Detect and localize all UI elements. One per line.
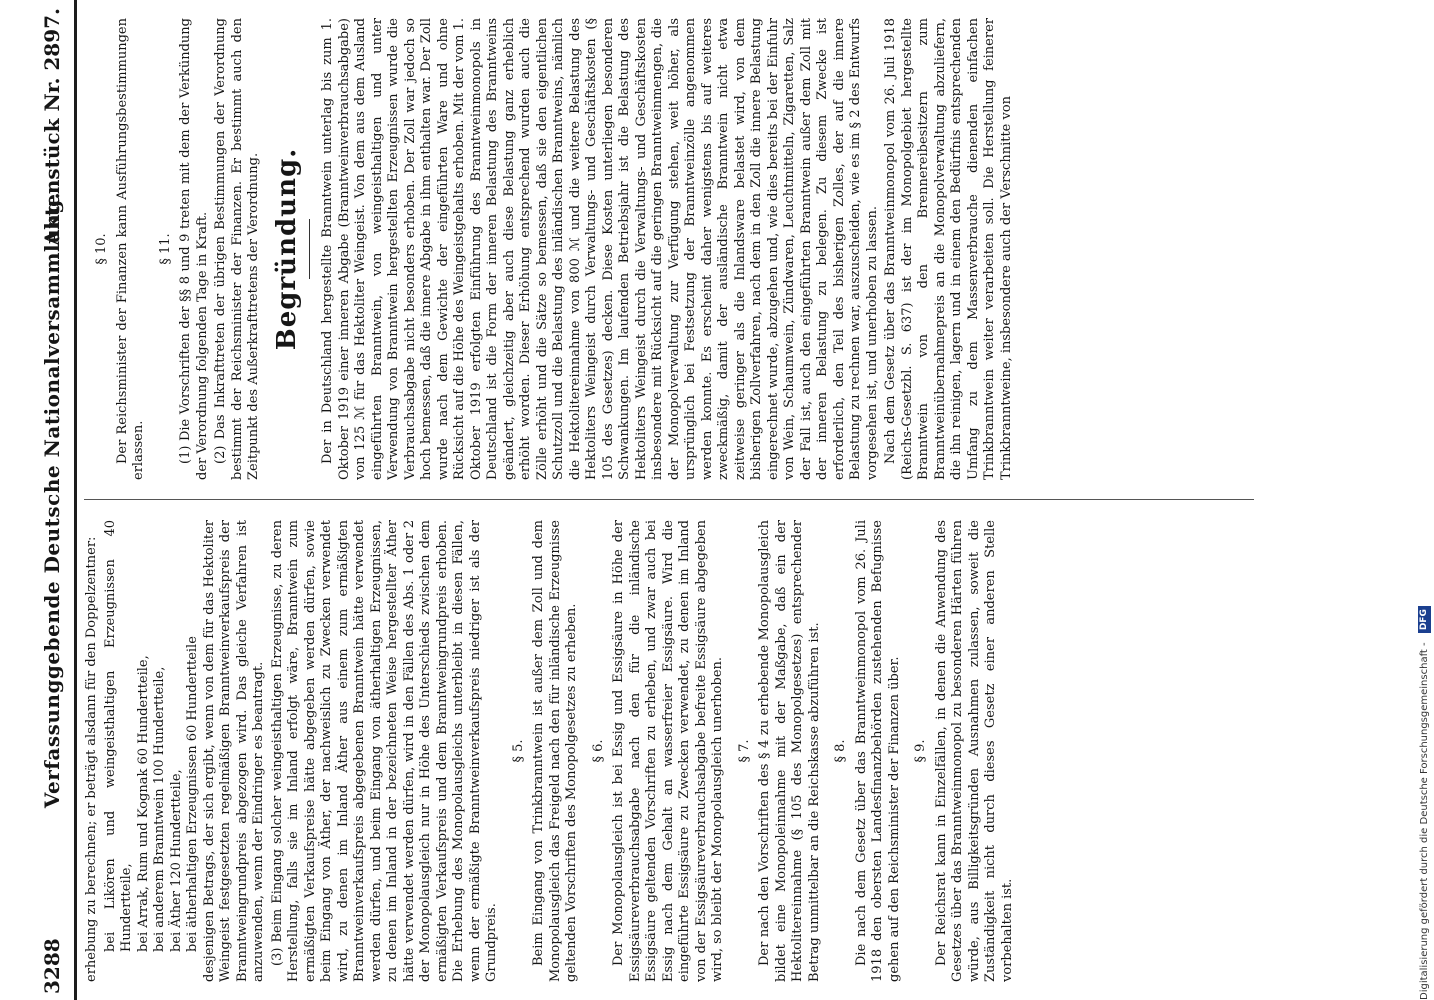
- paragraph: desjenigen Betrags, der sich ergibt, wenn von dem für das Hektoliter Weingeist festgesetzten regelmäßigen Branntweinverkaufspreis der Branntweingrundpreis abgezogen wird. Das gleiche Verfahren ist anzuwenden, wenn der Eindringer es beantragt.: [201, 520, 266, 982]
- section-heading: § 10.: [94, 233, 109, 265]
- paragraph: (3) Beim Eingang solcher weingeisthaltigen Erzeugnisse, zu deren Herstellung, falls sie im Inland erfolgt wäre, Branntwein zum ermäßigten Verkaufspreise hätte abgegeben werden dürfen, sowie beim Eingang von Äther, der nachweislich zu Zwecken verwendet wird, zu denen im Inland Äther aus einem zum ermäßigten Branntweinverkaufspreis abgegebenen Branntwein hätte verwendet werden dürfen, und beim Eingang von ätherhaltigen Erzeugnissen, zu denen im Inland in der bezeichneten Weise hergestellter Äther hätte verwendet werden dürfen, wird in den Fällen des Abs. 1 oder 2 der Monopolausgleich nur in Höhe des Unterschieds zwischen dem ermäßigten Verkaufspreis und dem Branntweingrundpreis erhoben. Die Erhebung des Monopolausgleichs unterbleibt in diesen Fällen, wenn der ermäßigte Branntweinverkaufspreis niedriger ist als der Grundpreis.: [269, 520, 499, 982]
- list-item: bei anderem Branntwein 100 Hundertteile,: [152, 666, 167, 952]
- paragraph: Der Reichsminister der Finanzen kann Ausführungsbestimmungen erlassen.: [114, 18, 146, 480]
- begruendung-heading: Begründung.: [271, 147, 302, 351]
- list-item: bei Äther 120 Hundertteile,: [168, 769, 184, 952]
- right-column: [84, 18, 1254, 480]
- paragraph: erhebung zu berechnen; er beträgt alsdann für den Doppelzentner:: [84, 536, 99, 982]
- heading-rule: [309, 219, 310, 279]
- paragraph: (2) Das Inkrafttreten der übrigen Bestimmungen der Verordnung bestimmt der Reichsminister der Finanzen. Er bestimmt auch den Zeitpunkt des Außerkrafttretens der Verordnung.: [213, 18, 261, 480]
- paragraph: Nach dem Gesetz über das Branntweinmonopol vom 26. Juli 1918 (Reichs-Gesetzbl. S. 637) ist der im Monopolgebiet hergestellte Branntwein von den Brennereibesitzern zum Branntweinübernahmepreis an die Monopolverwaltung abzuliefern, die ihn reinigen, lagern und in einem den Bedürfnis entsprechenden Umfang zu dem Massenverbrauche dienenden einfachen Trinkbranntwein weiter verarbeiten soll. Die Herstellung feinerer Trinkbranntweine, insbesondere auch der Verschnitte von: [883, 18, 1014, 480]
- section-heading: § 5.: [510, 739, 526, 763]
- section-heading: § 9.: [913, 739, 928, 763]
- paragraph: Der Reichsrat kann in Einzelfällen, in denen die Anwendung des Gesetzes über das Branntweinmonopol zu besonderen Härten führen würde, aus Billigkeitsgründen Ausnahmen zulassen, soweit die Zuständigkeit nicht durch dieses Gesetz einer anderen Stelle vorbehalten ist.: [933, 520, 1015, 982]
- dfg-logo: DFG: [1418, 606, 1431, 633]
- section-heading: § 6.: [590, 739, 606, 763]
- page-number: 3288: [40, 938, 64, 994]
- page-header: [36, 0, 76, 1000]
- digitization-credit: [1418, 0, 1434, 1000]
- left-column: [84, 520, 1254, 982]
- paragraph: (1) Die Vorschriften der §§ 8 und 9 treten mit dem der Verkündung der Verordnung folgenden Tage in Kraft.: [178, 18, 210, 480]
- paragraph: Der Monopolausgleich ist bei Essig und Essigsäure in Höhe der Essigsäureverbrauchsabgabe nach den für die inländische Essigsäure geltenden Vorschriften zu erheben, und zwar auch bei Essig nach dem Gehalt an wasserfreier Essigsäure. Wird die eingeführte Essigsäure zu Zwecken verwendet, zu denen im Inland von der Essigsäureverbrauchsabgabe befreite Essigsäure abgegeben wird, so bleibt der Monopolausgleich unerhoben.: [611, 520, 725, 982]
- section-heading: § 8.: [833, 739, 848, 763]
- list-item: bei Likören und weingeisthaltigen Erzeugnissen 40 Hundertteile,: [102, 520, 134, 952]
- column-divider: [84, 499, 1254, 500]
- list-item: bei ätherhaltigen Erzeugnissen 60 Hundertteile: [185, 636, 200, 952]
- paragraph: Der in Deutschland hergestellte Branntwein unterlag bis zum 1. Oktober 1919 einer inneren Abgabe (Branntweinverbrauchsabgabe) von 125 ℳ für das Hektoliter Weingeist. Von dem aus dem Ausland eingeführten Branntwein, von weingeisthaltigen und unter Verwendung von Branntwein hergestellten Erzeugnissen wurde die Verbrauchsabgabe nicht besonders erhoben. Der Zoll war jedoch so hoch bemessen, daß die innere Abgabe in ihm enthalten war. Der Zoll wurde nach dem Gewichte der eingeführten Ware und ohne Rücksicht auf die Höhe des Weingeistgehalts erhoben. Mit der vom 1. Oktober 1919 erfolgten Einführung des Branntweinmonopols in Deutschland ist die Form der inneren Belastung des Branntweins geändert, gleichzeitig aber auch diese Belastung ganz erheblich erhöht worden. Dieser Erhöhung entsprechend wurden auch die Zölle erhöht und die Sätze so bemessen, daß sie den eigentlichen Schutzzoll und die Belastung des inländischen Branntweins, nämlich die Hektolitereinnahme von 800 ℳ und die weitere Belastung des Hektoliters Weingeist durch Verwaltungs- und Geschäftskosten (§ 105 des Gesetzes) decken. Diese Kosten unterliegen besonderen Schwankungen. Im laufenden Betriebsjahr ist die Belastung des Hektoliters Weingeist durch die Verwaltungs- und Geschäftskosten insbesondere mit Rücksicht auf die geringen Branntweinmengen, die der Monopolverwaltung zur Verfügung stehen, weit höher, als ursprünglich bei Festsetzung der Branntweinzölle angenommen werden konnte. Es erscheint daher wenigstens bis auf weiteres zweckmäßig, damit der ausländische Branntwein nicht etwa zeitweise geringer als die Inlandsware belastet wird, von dem bisherigen Zollverfahren, nach dem in den Zoll die innere Belastung eingerechnet wurde, abzugehen und, wie dies bereits bei der Einfuhr von Wein, Schaumwein, Zündwaren, Leuchtmitteln, Zigaretten, Salz der Fall ist, auch den eingeführten Branntwein außer dem Zoll mit der inneren Belastung zu belegen. Zu diesem Zwecke ist erforderlich, den Teil des bisherigen Zolles, der auf die innere Belastung zu rechnen war, auszuscheiden, wie es im § 2 des Entwurfs vorgesehen ist, und unerhoben zu lassen.: [320, 18, 880, 480]
- section-heading: § 7.: [736, 739, 752, 763]
- document-reference: Aktenstück Nr. 2897.: [40, 8, 64, 246]
- paragraph: Der nach den Vorschriften des § 4 zu erhebende Monopolausgleich bildet eine Monopoleinnahme mit der Maßgabe, daß ein der Hektolitereinnahme (§ 105 des Monopolgesetzes) entsprechender Betrag unmittelbar an die Reichskasse abzuführen ist.: [757, 520, 822, 982]
- section-heading: § 11.: [157, 233, 173, 265]
- page-title: Verfassunggebende Deutsche Nationalversammlung.: [40, 191, 64, 809]
- list-item: bei Arrak, Rum und Kognak 60 Hundertteile,: [135, 655, 151, 952]
- paragraph: Die nach dem Gesetz über das Branntweinmonopol vom 26. Juli 1918 den obersten Landesfinanzbehörden zustehenden Befugnisse gehen auf den Reichsminister der Finanzen über.: [853, 520, 902, 982]
- credit-text: Digitalisierung gefördert durch die Deutsche Forschungsgemeinschaft -: [1419, 642, 1430, 1000]
- header-rule: [74, 0, 77, 1000]
- paragraph: Beim Eingang von Trinkbranntwein ist außer dem Zoll und dem Monopolausgleich das Freigeld nach den für inländische Erzeugnisse geltenden Vorschriften des Monopolgesetzes zu erheben.: [531, 520, 579, 982]
